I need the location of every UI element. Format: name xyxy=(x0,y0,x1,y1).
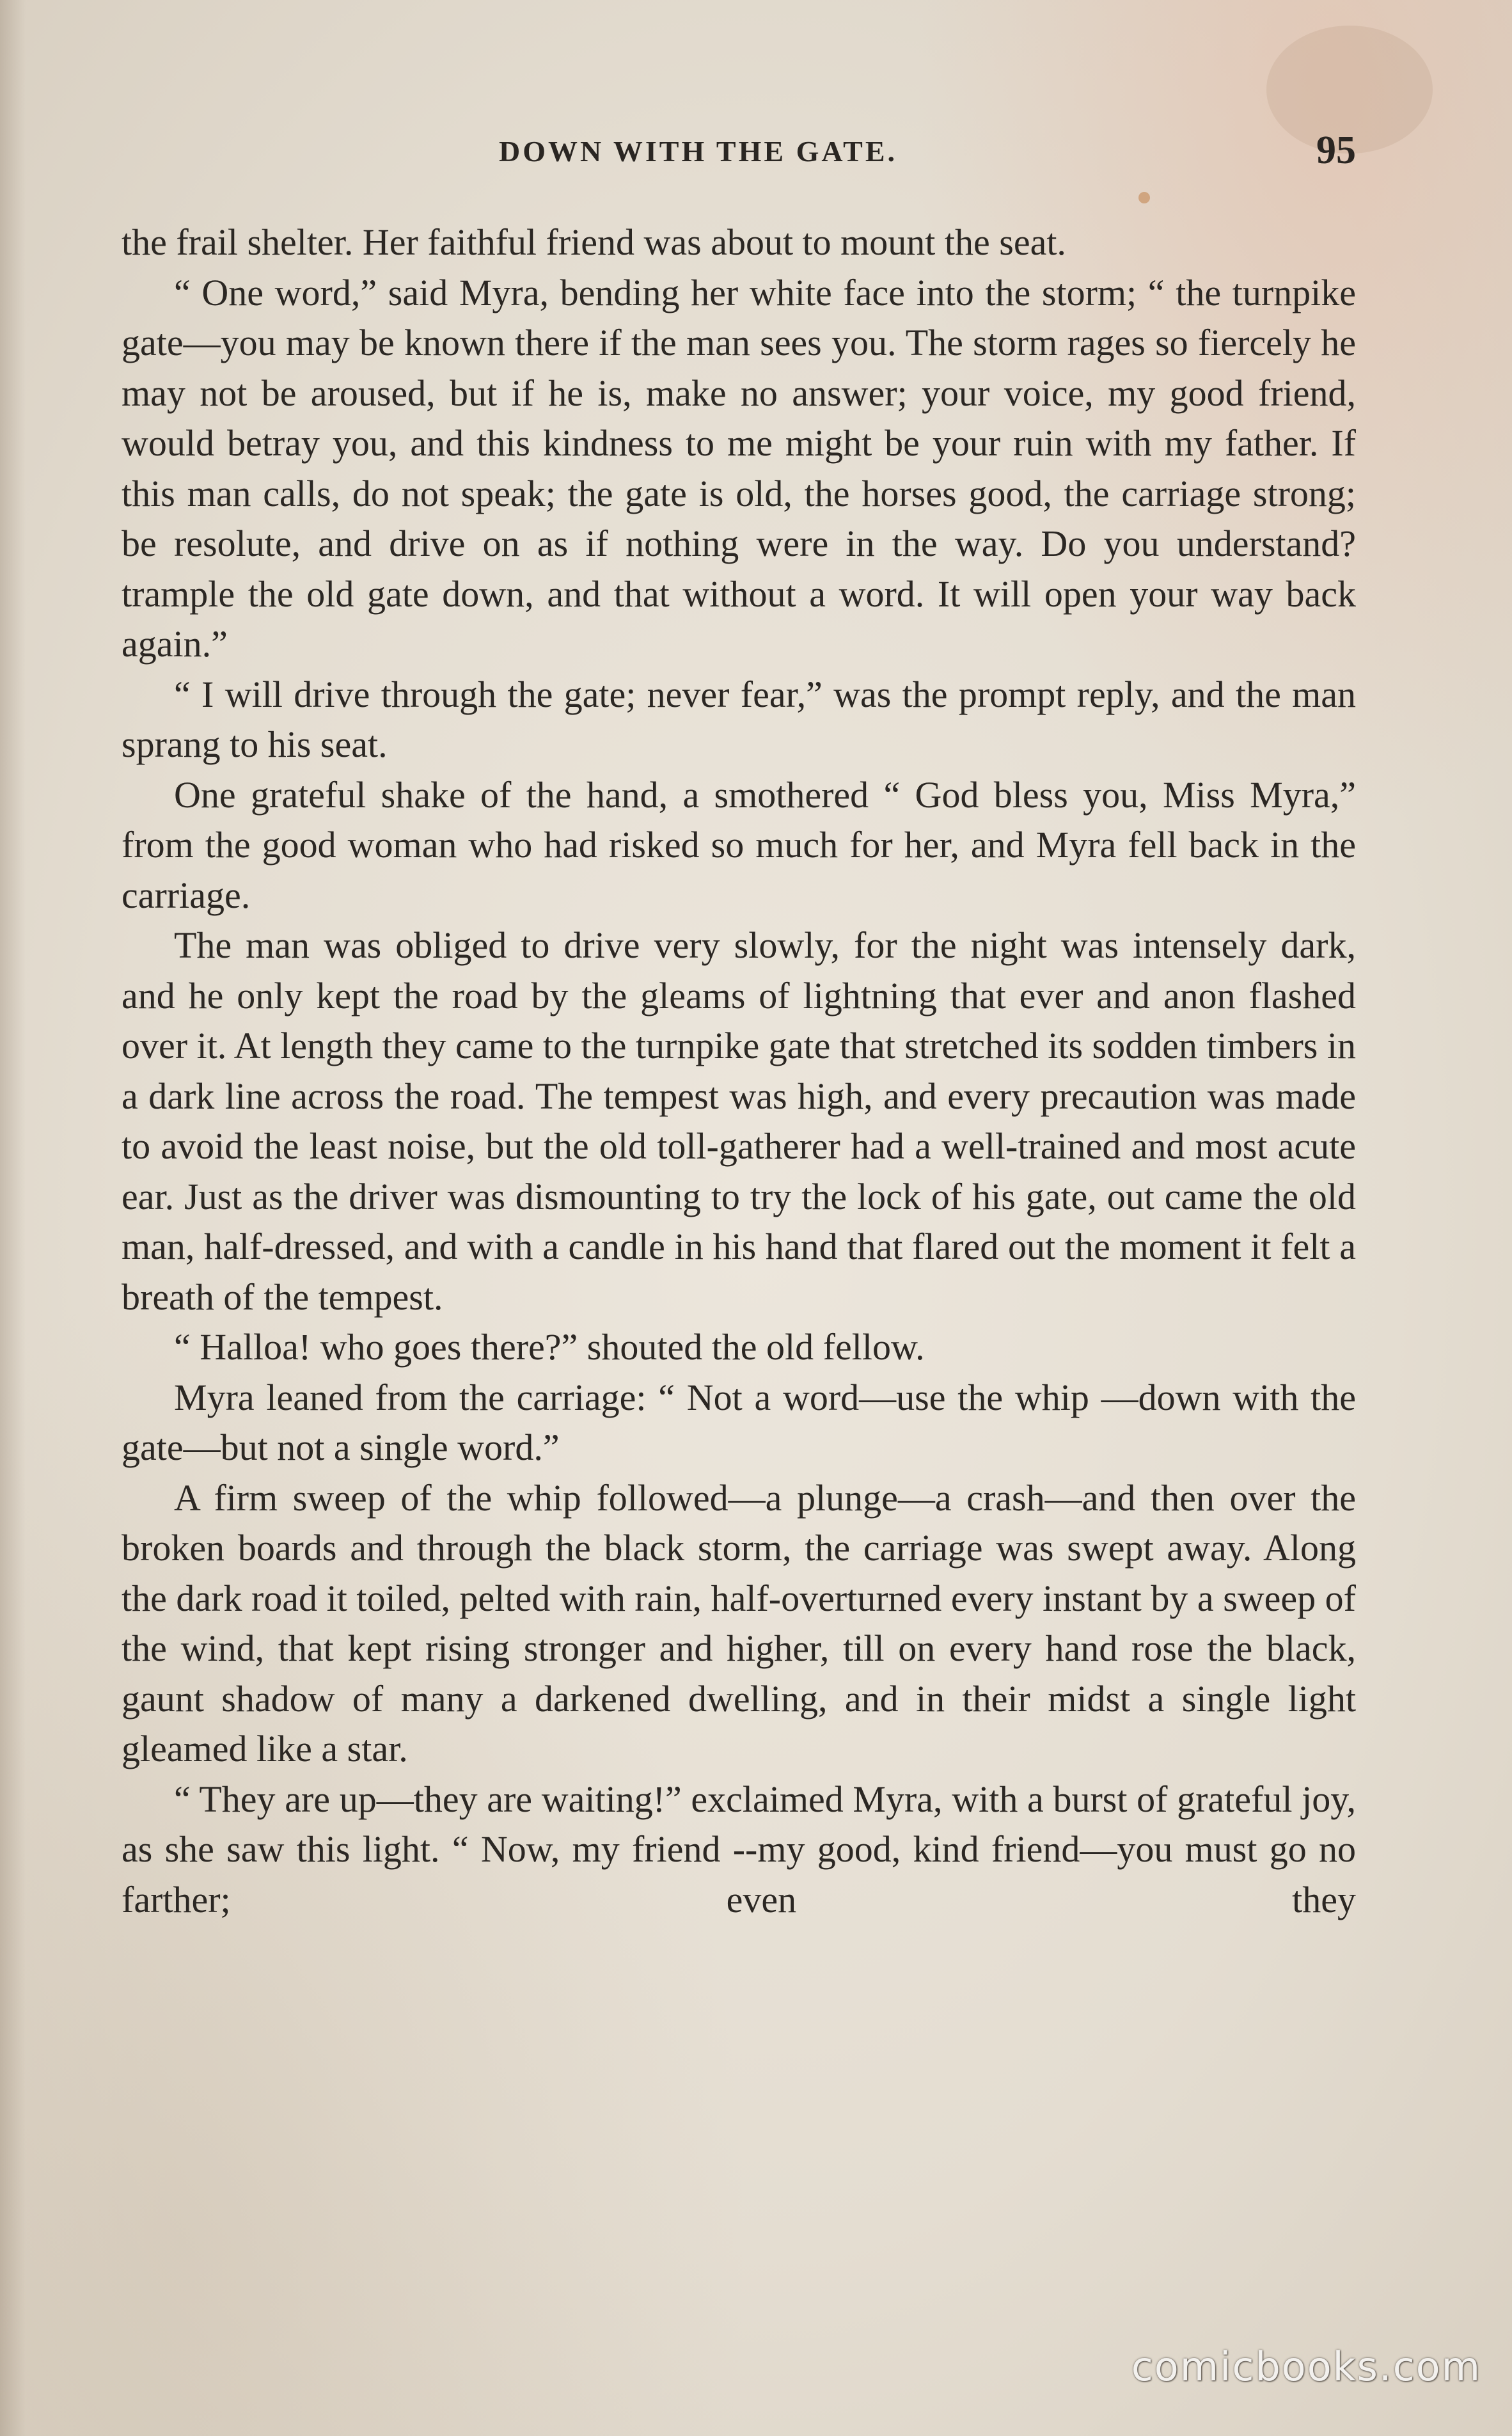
paragraph: “ I will drive through the gate; never fear,” was the prompt reply, and the man sprang to his seat. xyxy=(122,673,1356,765)
paragraph: “ They are up—they are waiting!” exclaimed Myra, with a burst of grateful joy, as she saw this light. “ Now, my friend --my good, kind friend—you must go no farther; even they xyxy=(122,1778,1356,1920)
paragraph: The man was obliged to drive very slowly, for the night was intensely dark, and he only kept the road by the gleams of lightning that ever and anon flashed over it. At length they came to the turnpike gate that stretched its sodden timbers in a dark line across the road. The tempest was high, and every precaution was made to avoid the least noise, but the old toll-gatherer had a well-trained and most acute ear. Just as the driver was dismounting to try the lock of his gate, out came the old man, half-dressed, and with a candle in his hand that flared out the moment it felt a breath of the tempest. xyxy=(122,924,1356,1318)
paragraph: One grateful shake of the hand, a smothered “ God bless you, Miss Myra,” from the good woman who had risked so much for her, and Myra fell back in the carriage. xyxy=(122,773,1356,916)
paragraph: A firm sweep of the whip followed—a plunge—a crash—and then over the broken boards and through the black storm, the carriage was swept away. Along the dark road it toiled, pelted with rain, half-overturned every instant by a sweep of the wind, that kept rising stronger and higher, till on every hand rose the black, gaunt shadow of many a darkened dwelling, and in their midst a single light gleamed like a star. xyxy=(122,1476,1356,1769)
watermark: comicbooks.com xyxy=(1131,2343,1481,2390)
paragraph: Myra leaned from the carriage: “ Not a word—use the whip —down with the gate—but not a single word.” xyxy=(122,1376,1356,1468)
page-edge-shadow xyxy=(0,0,26,2436)
running-title: DOWN WITH THE GATE. xyxy=(499,135,898,168)
paragraph: “ Halloa! who goes there?” shouted the old fellow. xyxy=(174,1326,925,1368)
paper-stain xyxy=(1138,192,1150,203)
body-text xyxy=(122,217,1356,2329)
paragraph: “ One word,” said Myra, bending her white face into the storm; “ the turnpike gate—you may be known there if the man sees you. The storm rages so fiercely he may not be aroused, but if he is, make no answer; your voice, my good friend, would betray you, and this kindness to me might be your ruin with my father. If this man calls, do not speak; the gate is old, the horses good, the carriage strong; be resolute, and drive on as if nothing were in the way. Do you understand? trample the old gate down, and that without a word. It will open your way back again.” xyxy=(122,271,1356,665)
running-header xyxy=(122,128,1356,179)
paragraph: the frail shelter. Her faithful friend was about to mount the seat. xyxy=(122,221,1066,263)
page-number: 95 xyxy=(1316,129,1356,172)
